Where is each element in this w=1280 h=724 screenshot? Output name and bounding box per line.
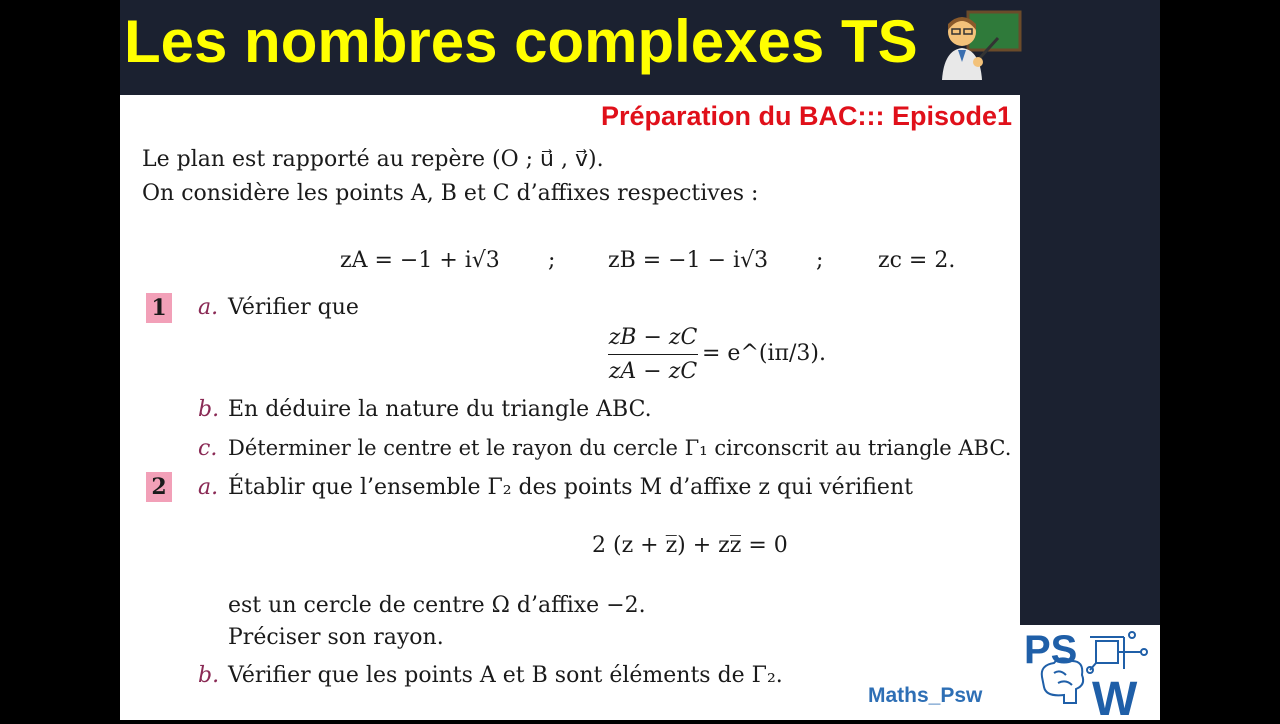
q2a-letter: a.: [198, 475, 219, 500]
fraction-denominator: zA − zC: [608, 359, 698, 384]
q1b-letter: b.: [198, 397, 220, 422]
exercise-sheet: [120, 95, 1020, 720]
logo-ps-text: PS: [1024, 628, 1078, 672]
title-bar: [120, 0, 1160, 95]
ratio-fraction: [608, 325, 698, 384]
affix-separator-1: ;: [548, 248, 556, 273]
affix-separator-2: ;: [816, 248, 824, 273]
q1a-text: Vérifier que: [228, 295, 359, 320]
affix-zc: zc = 2.: [878, 248, 956, 273]
intro-line-1: Le plan est rapporté au repère (O ; u⃗ , v⃗).: [142, 147, 604, 172]
q2a-continuation-1: est un cercle de centre Ω d’affixe −2.: [228, 593, 646, 618]
question-2-badge: 2: [146, 472, 172, 502]
channel-logo: [1020, 625, 1160, 720]
question-1-badge: 1: [146, 293, 172, 323]
slide: [120, 0, 1160, 720]
q1c-text: Déterminer le centre et le rayon du cercle Γ₁ circonscrit au triangle ABC.: [228, 436, 1012, 460]
q2b-letter: b.: [198, 663, 220, 688]
episode-subtitle: Préparation du BAC::: Episode1: [600, 101, 1012, 131]
fraction-bar: [608, 354, 698, 355]
affix-za: zA = −1 + i√3: [340, 248, 500, 273]
logo-w-text: W: [1092, 673, 1138, 720]
q2a-continuation-2: Préciser son rayon.: [228, 625, 444, 650]
q2b-text: Vérifier que les points A et B sont éléments de Γ₂.: [228, 663, 783, 688]
affix-zb: zB = −1 − i√3: [608, 248, 769, 273]
q1b-text: En déduire la nature du triangle ABC.: [228, 397, 652, 422]
brain-circuit-logo-icon: [1020, 625, 1160, 720]
video-title: Les nombres complexes TS: [124, 8, 918, 75]
channel-brand: Maths_Psw: [868, 684, 983, 707]
fraction-rhs: = e^(iπ/3).: [702, 341, 826, 366]
q2a-text: Établir que l’ensemble Γ₂ des points M d’affixe z qui vérifient: [228, 475, 913, 500]
circle-equation: 2 (z + z̅) + zz̅ = 0: [592, 533, 788, 558]
q1a-letter: a.: [198, 295, 219, 320]
teacher-emoji-icon: [938, 10, 1022, 82]
intro-line-2: On considère les points A, B et C d’affixes respectives :: [142, 181, 759, 206]
q1c-letter: c.: [198, 436, 218, 461]
fraction-numerator: zB − zC: [608, 325, 698, 350]
